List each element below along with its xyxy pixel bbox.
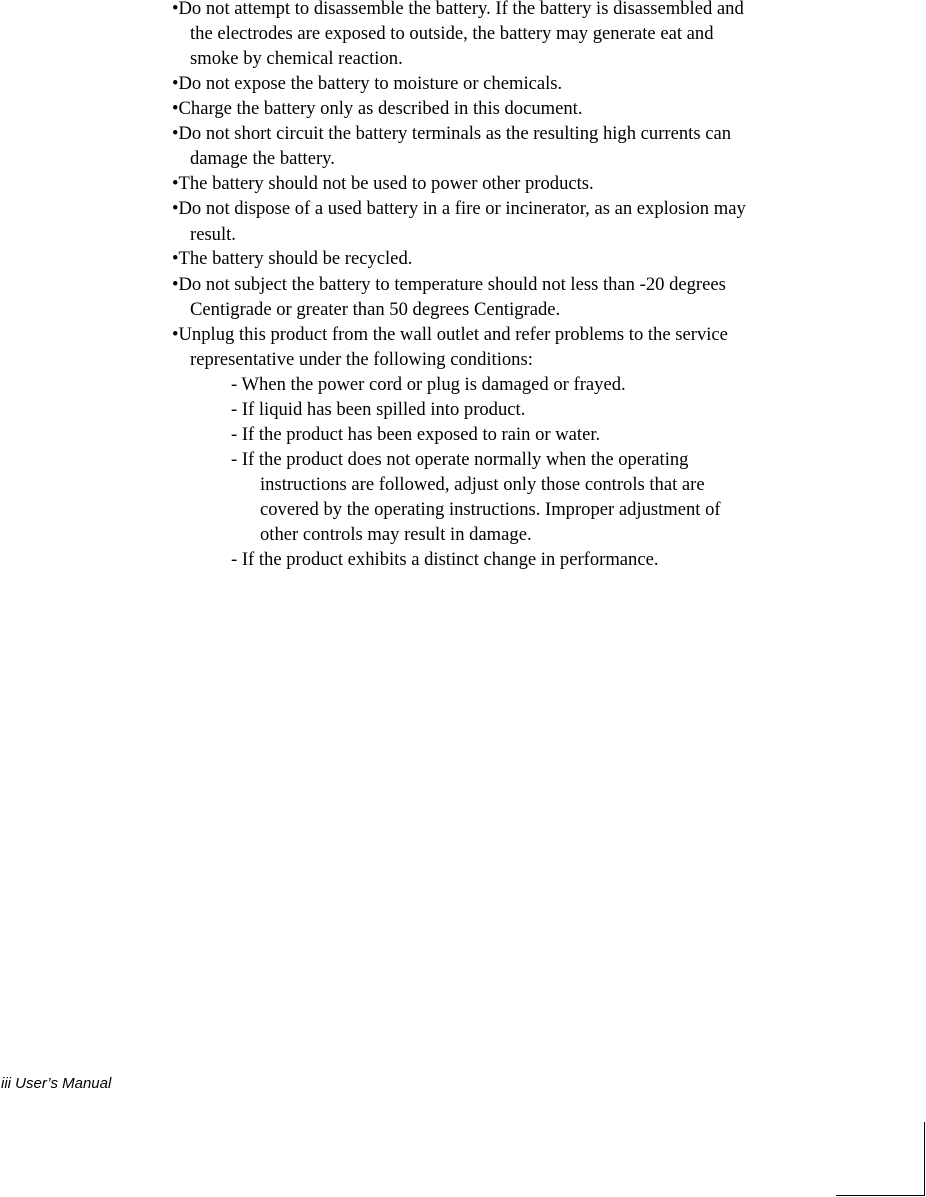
bullet-temperature-line-2: Centigrade or greater than 50 degrees Centigrade. — [190, 299, 561, 320]
bullet-disassemble-line-2: the electrodes are exposed to outside, the battery may generate eat and — [190, 23, 714, 44]
bullet-temperature-line-1: •Do not subject the battery to temperature should not less than -20 degrees — [172, 274, 726, 295]
condition-not-normal-line-1: - If the product does not operate normally when the operating — [231, 449, 689, 470]
bullet-short-circuit-line-2: damage the battery. — [190, 148, 335, 169]
bullet-other-products: •The battery should not be used to power other products. — [172, 173, 594, 194]
page-footer: iii User’s Manual — [1, 1075, 112, 1092]
condition-not-normal-line-3: covered by the operating instructions. Improper adjustment of — [260, 499, 721, 520]
crop-mark-horizontal — [836, 1195, 925, 1196]
condition-not-normal-line-2: instructions are followed, adjust only those controls that are — [260, 474, 705, 495]
bullet-short-circuit-line-1: •Do not short circuit the battery terminals as the resulting high currents can — [172, 123, 732, 144]
bullet-unplug-line-2: representative under the following conditions: — [190, 349, 533, 370]
condition-liquid: - If liquid has been spilled into product. — [231, 399, 526, 420]
condition-power-cord: - When the power cord or plug is damaged or frayed. — [231, 374, 626, 395]
bullet-dispose-line-2: result. — [190, 224, 236, 245]
bullet-disassemble-line-3: smoke by chemical reaction. — [190, 48, 403, 69]
bullet-unplug-line-1: •Unplug this product from the wall outlet and refer problems to the service — [172, 324, 728, 345]
bullet-recycled: •The battery should be recycled. — [172, 248, 413, 269]
condition-not-normal-line-4: other controls may result in damage. — [260, 524, 532, 545]
condition-rain: - If the product has been exposed to rain or water. — [231, 424, 601, 445]
bullet-charge: •Charge the battery only as described in this document. — [172, 98, 583, 119]
crop-mark-vertical — [924, 1122, 925, 1196]
condition-performance: - If the product exhibits a distinct change in performance. — [231, 549, 659, 570]
bullet-dispose-line-1: •Do not dispose of a used battery in a fire or incinerator, as an explosion may — [172, 198, 746, 219]
bullet-disassemble-line-1: •Do not attempt to disassemble the battery. If the battery is disassembled and — [172, 0, 744, 19]
bullet-moisture: •Do not expose the battery to moisture or chemicals. — [172, 73, 563, 94]
